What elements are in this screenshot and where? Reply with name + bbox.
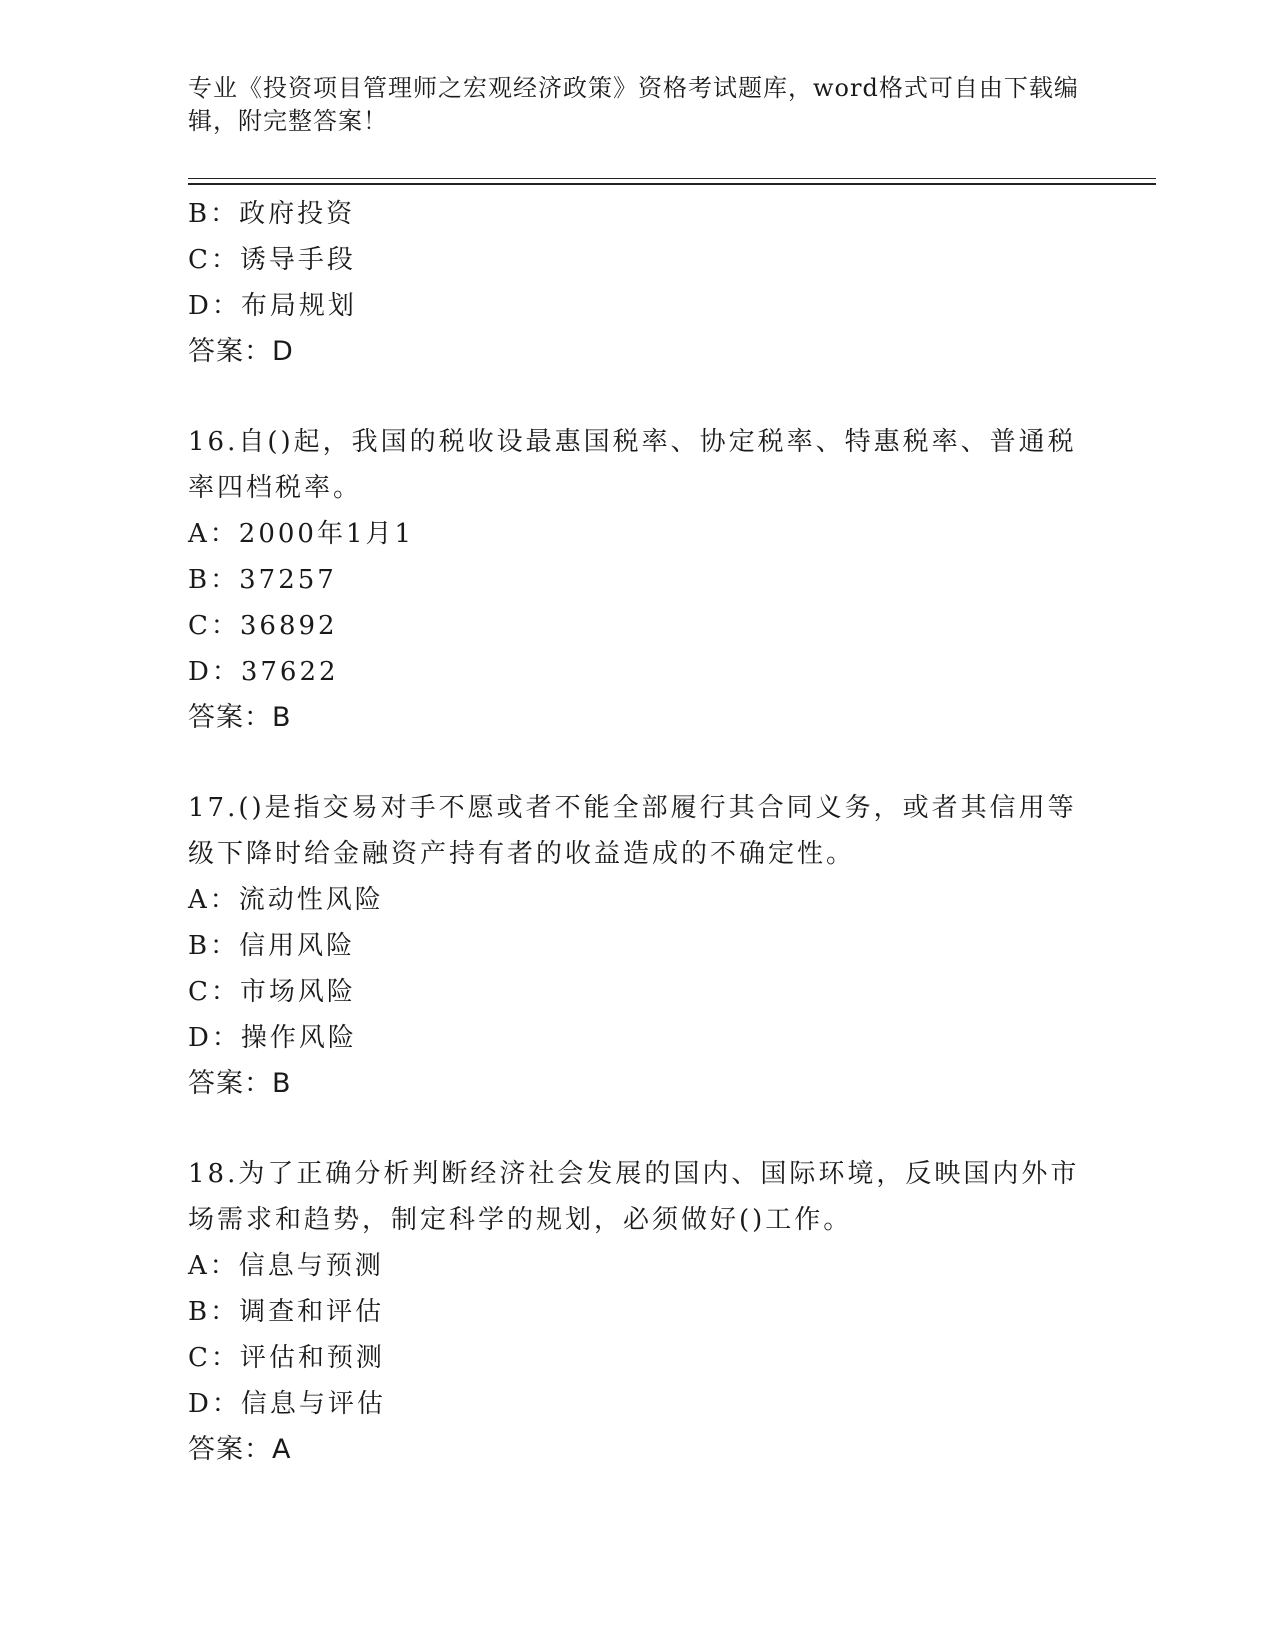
option-a: A：信息与预测	[188, 1251, 384, 1281]
question-16	[188, 419, 1088, 741]
header-divider-thin	[188, 178, 1156, 179]
option-c: C：评估和预测	[188, 1343, 385, 1373]
option-b: B：调查和评估	[188, 1297, 385, 1327]
header-line-1: 专业《投资项目管理师之宏观经济政策》资格考试题库，word格式可自由下载编	[188, 74, 1079, 102]
option-a: A：2000年1月1	[188, 519, 415, 549]
option-b: B：政府投资	[188, 199, 356, 229]
header-line-2: 辑，附完整答案！	[188, 107, 388, 135]
answer-line: 答案：D	[188, 336, 294, 367]
question-stem-line-2: 级下降时给金融资产持有者的收益造成的不确定性。	[188, 839, 856, 869]
option-b: B：37257	[188, 565, 337, 595]
question-stem-line-1: 17.()是指交易对手不愿或者不能全部履行其合同义务，或者其信用等	[188, 793, 1077, 823]
option-d: D：信息与评估	[188, 1389, 386, 1419]
option-d: D：操作风险	[188, 1023, 357, 1053]
question-stem-line-2: 场需求和趋势，制定科学的规划，必须做好()工作。	[188, 1205, 853, 1235]
option-c: C：36892	[188, 611, 338, 641]
answer-line: 答案：A	[188, 1434, 292, 1465]
question-18	[188, 1151, 1088, 1473]
option-b: B：信用风险	[188, 931, 356, 961]
question-stem-line-1: 16.自()起，我国的税收设最惠国税率、协定税率、特惠税率、普通税	[188, 427, 1077, 457]
header-divider-thick	[188, 183, 1156, 185]
question-15	[188, 191, 1088, 375]
option-a: A：流动性风险	[188, 885, 384, 915]
option-c: C：诱导手段	[188, 245, 356, 275]
question-list	[188, 191, 1088, 1473]
answer-line: 答案：B	[188, 702, 292, 733]
question-stem-line-1: 18.为了正确分析判断经济社会发展的国内、国际环境，反映国内外市	[188, 1159, 1080, 1189]
option-d: D：37622	[188, 657, 339, 687]
answer-line: 答案：B	[188, 1068, 292, 1099]
option-c: C：市场风险	[188, 977, 356, 1007]
question-stem-line-2: 率四档税率。	[188, 473, 363, 503]
option-d: D：布局规划	[188, 291, 357, 321]
question-17	[188, 785, 1088, 1107]
document-header	[188, 72, 1088, 138]
